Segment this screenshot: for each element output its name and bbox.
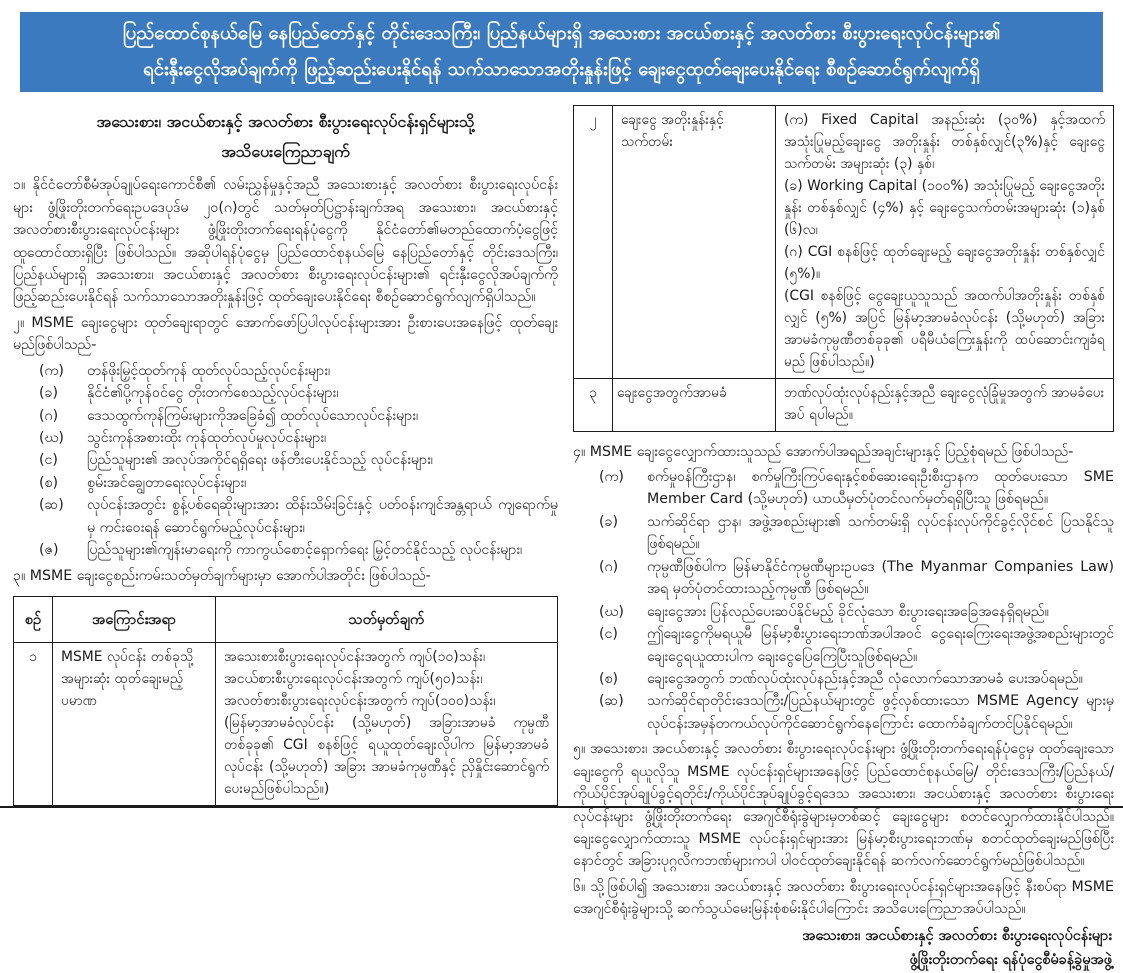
detail-line: (က) Fixed Capital အနည်းဆုံး (၃၀%) နှင့်အထက် အသုံးပြုမည့်ချေးငွေ အတိုးနှုန်း တစ်နှစ်လျှင်(၃%)နှင့် ချေးငွေသက်တမ်း အများဆုံး (၃) နှစ်၊: [784, 112, 1105, 172]
banner-line-1: ပြည်ထောင်စုနယ်မြေ နေပြည်တော်နှင့် တိုင်းဒေသကြီး၊ ပြည်နယ်များရှိ အသေးစား အငယ်စားနှင့် အလတ်စား စီးပွားရေးလုပ်ငန်းများ၏: [122, 22, 1001, 44]
header-subject: အကြောင်းအရာ: [53, 597, 216, 643]
paragraph-1: ၁။ နိုင်ငံတော်စီမံအုပ်ချုပ်ရေးကောင်စီ၏ လမ်းညွှန်မှုနှင့်အညီ အသေးစားနှင့် အလတ်စား စီးပွားရေးလုပ်ငန်းများ ဖွံ့ဖြိုးတိုးတက်ရေးဥပဒေပုဒ်မ ၂၀(ဂ)တွင် သတ်မှတ်ပြဋ္ဌာန်းချက်အရ အသေးစား၊ အငယ်စားနှင့် အလတ်စားစီးပွားရေးလုပ်ငန်းများ ဖွံ့ဖြိုးတိုးတက်ရေးရန်ပုံငွေကို နိုင်ငံတော်၏မတည်ထောက်ပံ့ငွေဖြင့် ထူထောင်ထားရှိပြီး ဖြစ်ပါသည်။ အဆိုပါရန်ပုံငွေမှ ပြည်ထောင်စုနယ်မြေ နေပြည်တော်နှင့် တိုင်းဒေသကြီး၊ ပြည်နယ်များရှိ အသေးစား၊ အငယ်စားနှင့် အလတ်စား စီးပွားရေးလုပ်ငန်းများ၏ ရင်းနှီးငွေလိုအပ်ချက်ကို ဖြည့်ဆည်းပေးနိုင်ရန် သက်သာသောအတိုးနှုန်းဖြင့် ထုတ်ချေးပေးနိုင်ရေး စီစဉ်ဆောင်ရွက်လျက်ရှိပါသည်။: [13, 177, 558, 306]
item-text: စက်မှုဝန်ကြီးဌာန၊ စက်မှုကြီးကြပ်ရေးနှင့်စစ်ဆေးရေးဦးစီးဌာနက ထုတ်ပေးသော SME Member Card (သို့မဟုတ်) ယာယီမှတ်ပုံတင်လက်မှတ်ရရှိပြီးသူ ဖြစ်ရမည်။: [647, 469, 1114, 508]
item-label: (စ): [599, 670, 619, 687]
loan-rules-table-right: [573, 105, 1114, 432]
item-label: (ဆ): [599, 693, 624, 710]
detail-line: (ခ) Working Capital (၁၀၀%) အသုံးပြုမည့် ချေးငွေအတိုးနှုန်း တစ်နှစ်လျှင် (၄%) နှင့် ချေးငွေသက်တမ်းအများဆုံး (၁)နှစ် (၆)လ၊: [784, 177, 1105, 238]
item-text: ဤချေးငွေကိုမရယူမီ မြန်မာ့စီးပွားရေးဘဏ်အပါအဝင် ငွေရေးကြေးရေးအဖွဲ့အစည်းများတွင် ချေးငွေရယူထားပါက ချေးငွေပြေကြေပြီးသူဖြစ်ရမည်။: [647, 626, 1114, 665]
header-specification: သတ်မှတ်ချက်: [216, 597, 558, 643]
detail-line: (ဂ) CGI စနစ်ဖြင့် ထုတ်ချေးမည့် ချေးငွေအတိုးနှုန်း တစ်နှစ်လျှင် (၅%)။: [784, 243, 1105, 282]
item-label: (ဂ): [599, 558, 619, 575]
priority-item-kha: [13, 382, 558, 404]
table-row: [574, 106, 1114, 379]
requirement-item-nga: [573, 623, 1114, 668]
detail-line: အလတ်စားစီးပွားရေးလုပ်ငန်းအတွက် ကျပ်(၁၀၀)သန်း၊: [224, 693, 496, 710]
priority-item-za: [13, 539, 558, 561]
detail-note: (CGI စနစ်ဖြင့် ငွေချေးယူသူသည် အထက်ပါအတိုးနှုန်း တစ်နှစ်လျှင် (၅%) အပြင် မြန်မာ့အာမခံလုပ်ငန်း (သို့မဟုတ်) အခြားအာမခံကုမ္ပဏီတစ်ခုခု၏ ပရီမီယံကြေးနှုန်းကို ထပ်ဆောင်းကျခံရမည် ဖြစ်ပါသည်။): [784, 287, 1105, 370]
detail-line: အငယ်စားစီးပွားရေးလုပ်ငန်းအတွက် ကျပ်(၅၀)သန်း၊: [224, 671, 483, 688]
item-label: (ဂ): [39, 407, 59, 424]
signature-line-2: ဖွံ့ဖြိုးတိုးတက်ရေး ရန်ပုံငွေစီမံခန့်ခွဲမှုအဖွဲ့: [909, 952, 1112, 969]
item-label: (ဆ): [39, 497, 64, 514]
item-label: (င): [599, 626, 618, 643]
priority-item-hsa: [13, 494, 558, 539]
paragraph-6: ၆။ သို့ဖြစ်ပါ၍ အသေးစား၊ အငယ်စားနှင့် အလတ်စား စီးပွားရေးလုပ်ငန်းရှင်များအနေဖြင့် နီးစပ်ရာ MSME အေဂျင်စီရုံးခွဲများသို့ ဆက်သွယ်မေးမြန်းစုံစမ်းနိုင်ပါကြောင်း အသိပေးကြေညာအပ်ပါသည်။: [573, 878, 1114, 918]
item-text: သွင်းကုန်အစားထိုး ကုန်ထုတ်လုပ်မှုလုပ်ငန်းများ၊: [87, 430, 327, 446]
item-text: သက်ဆိုင်ရာ ဌာန၊ အဖွဲ့အစည်းများ၏ သက်တမ်းရှိ လုပ်ငန်းလုပ်ကိုင်ခွင့်လိုင်စင် ပြသနိုင်သူဖြစ်ရမည်။: [647, 513, 1114, 553]
document-body: [13, 103, 1114, 969]
row-number: ၂: [574, 106, 613, 379]
left-column: [13, 103, 558, 804]
row-topic: ချေးငွေ အတိုးနှုန်းနှင့် သက်တမ်း: [613, 106, 776, 379]
row-number: ၃: [574, 378, 613, 431]
paragraph-2-intro: ၂။ MSME ချေးငွေများ ထုတ်ချေးရာတွင် အောက်ဖော်ပြပါလုပ်ငန်းများအား ဦးစားပေးအနေဖြင့် ထုတ်ချေးမည်ဖြစ်ပါသည်-: [13, 314, 558, 354]
item-text: ပြည်သူများ၏ကျန်းမာရေးကို ကာကွယ်စောင့်ရှောက်ရေး မြှင့်တင်နိုင်သည့် လုပ်ငန်းများ၊: [87, 542, 523, 559]
announcement-banner: [20, 12, 1103, 92]
item-text: တန်ဖိုးမြှင့်ထုတ်ကုန် ထုတ်လုပ်သည့်လုပ်ငန်းများ၊: [87, 362, 331, 379]
row-detail: [776, 106, 1114, 379]
document-title: [13, 107, 558, 166]
requirement-item-ga: [573, 556, 1114, 601]
header-serial: စဉ်: [14, 597, 53, 643]
item-label: (က): [39, 362, 64, 379]
item-text: ဒေသထွက်ကုန်ကြမ်းများကိုအခြေခံ၍ ထုတ်လုပ်သောလုပ်ငန်းများ၊: [87, 407, 419, 424]
item-label: (စ): [39, 474, 59, 491]
banner-line-2: ရင်းနှီးငွေလိုအပ်ချက်ကို ဖြည့်ဆည်းပေးနိုင်ရန် သက်သာသောအတိုးနှုန်းဖြင့် ချေးငွေထုတ်ချေးပေးနိုင်ရေး စီစဉ်ဆောင်ရွက်လျက်ရှိ: [143, 59, 980, 80]
paragraph-4-intro: ၄။ MSME ချေးငွေလျှောက်ထားသူသည် အောက်ပါအရည်အချင်းများနှင့် ပြည့်စုံရမည် ဖြစ်ပါသည်-: [573, 443, 1074, 460]
row-topic: MSME လုပ်ငန်း တစ်ခုသို့ အများဆုံး ထုတ်ချေးမည့် ပမာဏ: [53, 643, 216, 806]
item-text: ချေးငွေအတွက် ဘဏ်လုပ်ထုံးလုပ်နည်းနှင့်အညီ လုံလောက်သောအာမခံ ပေးအပ်ရမည်။: [647, 670, 1083, 687]
signature-line-1: အသေးစား၊ အငယ်စားနှင့် အလတ်စား စီးပွားရေးလုပ်ငန်းများ: [802, 927, 1112, 944]
item-label: (က): [599, 469, 624, 485]
item-label: (ဇ): [39, 542, 59, 559]
priority-item-ga: [13, 405, 558, 427]
item-label: (ဃ): [39, 430, 64, 446]
priority-item-ka: [13, 360, 558, 382]
requirement-item-ka: [573, 466, 1114, 511]
paragraph-3: ၃။ MSME ချေးငွေစည်းကမ်းသတ်မှတ်ချက်များမှာ အောက်ပါအတိုင်း ဖြစ်ပါသည်-: [13, 567, 431, 584]
requirement-item-kha: [573, 511, 1114, 556]
bottom-divider: [0, 806, 1123, 808]
table-header-row: [14, 597, 558, 643]
item-text: ကုမ္ပဏီဖြစ်ပါက မြန်မာနိုင်ငံကုမ္ပဏီများဥပဒေ (The Myanmar Companies Law) အရ မှတ်ပုံတင်ထားသည့်ကုမ္ပဏီ ဖြစ်ရမည်။: [647, 558, 1114, 598]
row-detail: ဘဏ်လုပ်ထုံးလုပ်နည်းနှင့်အညီ ချေးငွေလုံခြုံမှုအတွက် အာမခံပေးအပ် ရပါမည်။: [776, 378, 1114, 431]
requirement-item-gha: [573, 601, 1114, 623]
item-label: (ဃ): [599, 603, 624, 620]
item-text: ပြည်သူများ၏ အလုပ်အကိုင်ရရှိရေး ဖန်တီးပေးနိုင်သည့် လုပ်ငန်းများ၊: [87, 452, 433, 469]
priority-item-nga: [13, 449, 558, 471]
item-text: လုပ်ငန်းအတွင်း စွန့်ပစ်ရေဆိုးများအား ထိန်းသိမ်းခြင်းနှင့် ပတ်ဝန်းကျင်အန္တရာယ် ကျရောက်မှုမှ ကင်းဝေးရန် ဆောင်ရွက်မည့်လုပ်ငန်းများ၊: [87, 497, 558, 536]
item-text: သက်ဆိုင်ရာတိုင်းဒေသကြီး/ပြည်နယ်များတွင် ဖွင့်လှစ်ထားသော MSME Agency များမှ လုပ်ငန်းအမှန်တကယ်လုပ်ကိုင်ဆောင်ရွက်နေကြောင်း ထောက်ခံချက်တင်ပြနိုင်ရမည်။: [647, 693, 1114, 732]
requirement-item-hsa: [573, 690, 1114, 735]
loan-rules-table-left: [13, 596, 558, 806]
item-text: စွမ်းအင်ချွေတာရေးလုပ်ငန်းများ၊: [87, 474, 247, 491]
title-line-1: အသေးစား၊ အငယ်စားနှင့် အလတ်စား စီးပွားရေးလုပ်ငန်းရှင်များသို့: [96, 112, 475, 131]
row-topic: ချေးငွေအတွက်အာမခံ: [613, 378, 776, 431]
table-row: [574, 378, 1114, 431]
priority-item-gha: [13, 427, 558, 449]
item-label: (င): [39, 452, 58, 469]
signature-block: [573, 924, 1114, 973]
row-number: ၁: [14, 643, 53, 806]
table-row: [14, 643, 558, 806]
item-text: ချေးငွေအား ပြန်လည်ပေးဆပ်နိုင်မည့် ခိုင်လုံသော စီးပွားရေးအခြေအနေရှိရမည်။: [647, 603, 1049, 620]
detail-note: (မြန်မာ့အာမခံလုပ်ငန်း (သို့မဟုတ်) အခြားအာမခံ ကုမ္ပဏီတစ်ခုခု၏ CGI စနစ်ဖြင့် ရယူထုတ်ချေးလိုပါက မြန်မာ့အာမခံလုပ်ငန်း (သို့မဟုတ်) အခြား အာမခံကုမ္ပဏီနှင့် ညှိနှိုင်းဆောင်ရွက်ပေးမည်ဖြစ်ပါသည်။): [224, 715, 549, 797]
title-line-2: အသိပေးကြေညာချက်: [221, 141, 350, 161]
requirement-item-sa: [573, 668, 1114, 690]
right-column: [573, 103, 1114, 969]
detail-line: အသေးစားစီးပွားရေးလုပ်ငန်းအတွက် ကျပ်(၁၀)သန်း၊: [224, 649, 486, 666]
item-label: (ခ): [599, 513, 619, 530]
item-label: (ခ): [39, 385, 59, 402]
priority-item-sa: [13, 472, 558, 494]
item-text: နိုင်ငံ၏ပို့ကုန်ဝင်ငွေ တိုးတက်စေသည့်လုပ်ငန်းများ၊: [87, 385, 339, 402]
row-detail: [216, 643, 558, 806]
paragraph-5: ၅။ အသေးစား၊ အငယ်စားနှင့် အလတ်စား စီးပွားရေးလုပ်ငန်းများ ဖွံ့ဖြိုးတိုးတက်ရေးရန်ပုံငွေမှ ထုတ်ချေးသောချေးငွေကို ရယူလိုသူ MSME လုပ်ငန်းရှင်များအနေဖြင့် ပြည်ထောင်စုနယ်မြေ/ တိုင်းဒေသကြီး/ပြည်နယ်/ကိုယ်ပိုင်အုပ်ချုပ်ခွင့်ရတိုင်း/ကိုယ်ပိုင်အုပ်ချုပ်ခွင့်ရဒေသ အသေးစား၊ အငယ်စားနှင့် အလတ်စား စီးပွားရေးလုပ်ငန်းများ ဖွံ့ဖြိုးတိုးတက်ရေး အေဂျင်စီရုံးခွဲများမှတစ်ဆင့် ချေးငွေများ စတင်လျှောက်ထားနိုင်ပါသည်။ ချေးငွေလျှောက်ထားသူ MSME လုပ်ငန်းရှင်များအား မြန်မာ့စီးပွားရေးဘဏ်မှ စတင်ထုတ်ချေးမည်ဖြစ်ပြီး နောင်တွင် အခြားပုဂ္ဂလိကဘဏ်များကပါ ပါဝင်ထုတ်ချေးနိုင်ရန် ဆက်လက်ဆောင်ရွက်မည်ဖြစ်ပါသည်။: [573, 741, 1114, 870]
